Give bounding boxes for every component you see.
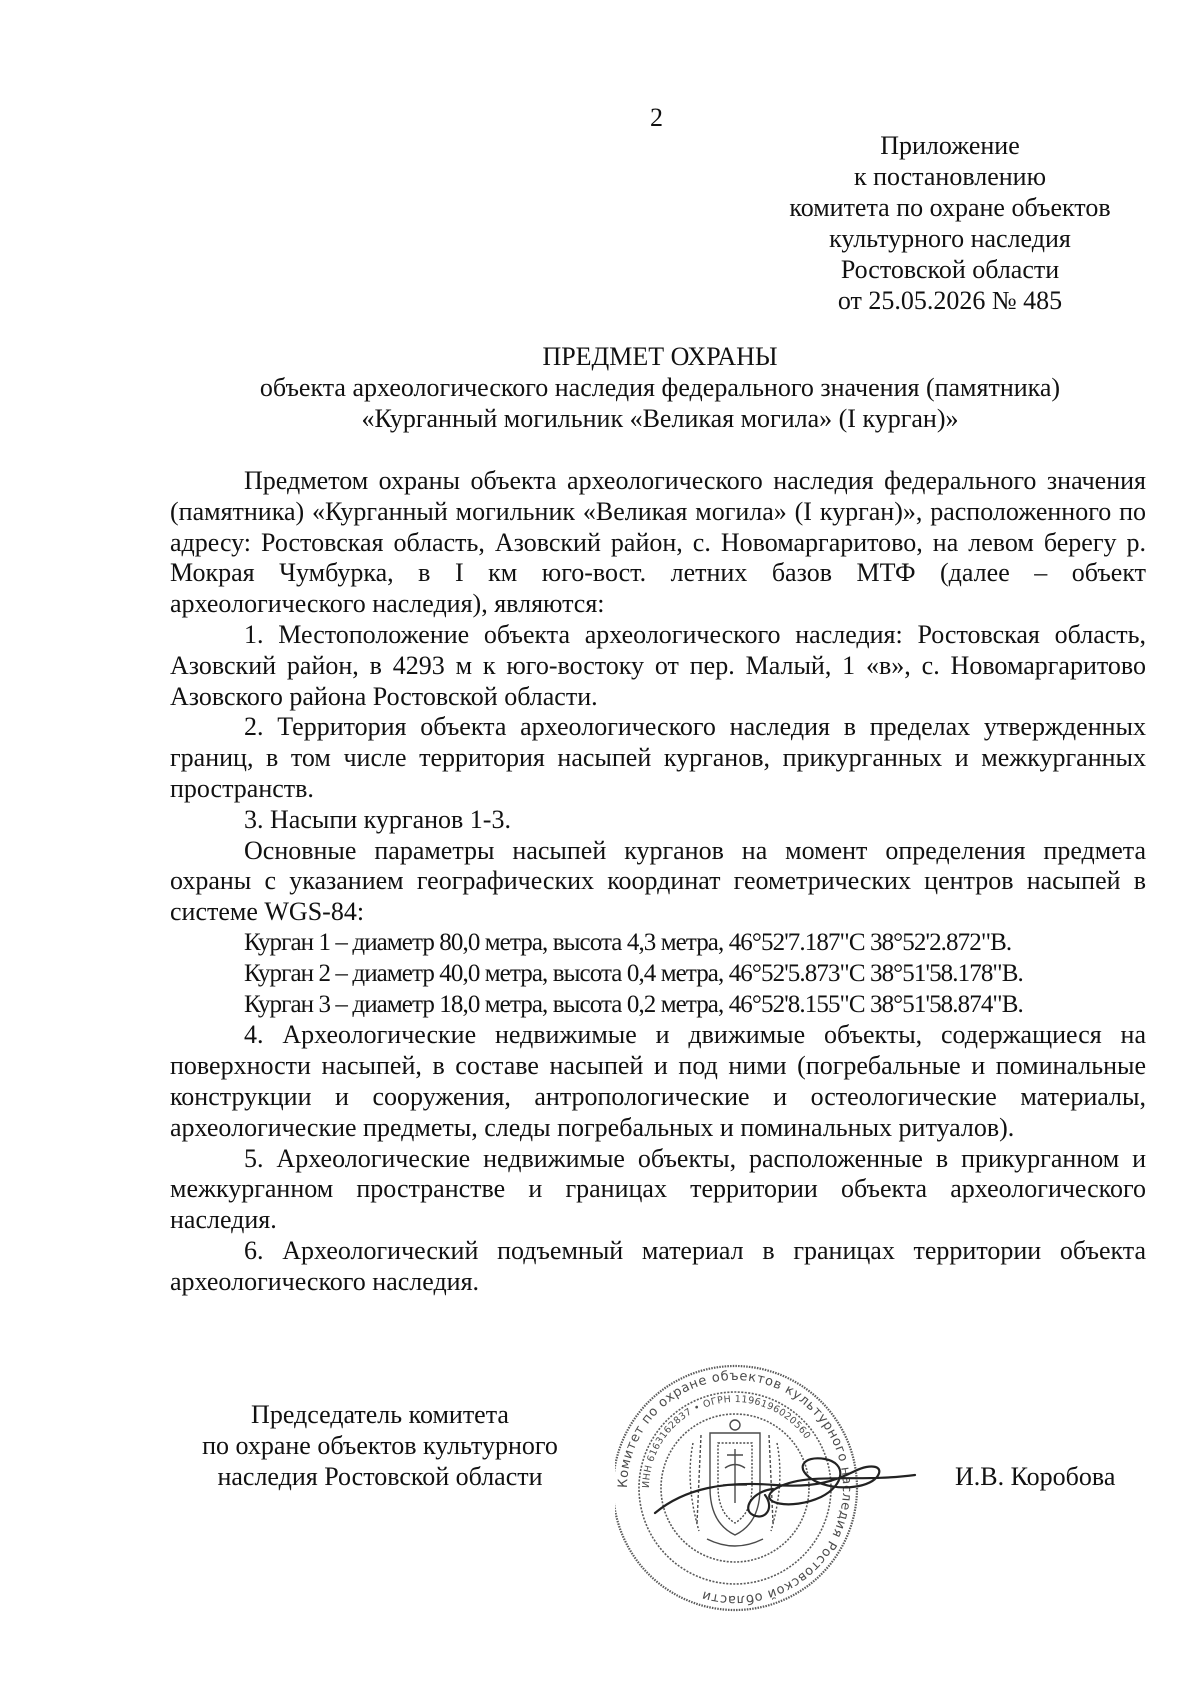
kurgan-2-line: Курган 2 – диаметр 40,0 метра, высота 0,4 метра, 46°52'5.873"С 38°51'58.178"В. xyxy=(244,959,1023,987)
appendix-line: комитета по охране объектов xyxy=(789,193,1111,222)
document-subtitle-line2: «Курганный могильник «Великая могила» (I курган)» xyxy=(361,404,959,433)
document-subtitle-line1: объекта археологического наследия федерального значения (памятника) xyxy=(259,373,1061,402)
appendix-line: культурного наследия xyxy=(829,224,1071,253)
kurgan-3-line: Курган 3 – диаметр 18,0 метра, высота 0,2 метра, 46°52'8.155"С 38°51'58.874"В. xyxy=(244,990,1023,1018)
appendix-date-number: от 25.05.2026 № 485 xyxy=(837,286,1063,315)
signatory-position-line: по охране объектов культурного xyxy=(202,1431,558,1460)
signatory-position-line: наследия Ростовской области xyxy=(217,1462,543,1491)
appendix-block xyxy=(740,130,1160,316)
seal-outer-text: Комитет по охране объектов культурного наследия Ростовской области xyxy=(615,1368,855,1608)
item-2-paragraph: 2. Территория объекта археологического наследия в пределах утвержденных границ, в том числе территория насыпей курганов, прикурганных и межкурганных пространств. xyxy=(170,712,1146,803)
coat-of-arms-emblem xyxy=(690,1420,780,1546)
item-4-paragraph: 4. Археологические недвижимые и движимые объекты, содержащиеся на поверхности насыпей, в составе насыпей и под ними (погребальные и поминальные конструкции и сооружения, антропологические и остеологические материалы, археологические предметы, следы погребальных и поминальных ритуалов). xyxy=(170,1020,1146,1142)
seal-inner-text: ИНН 6163162837 • ОГРН 1196196020560 xyxy=(640,1393,813,1489)
item-1-paragraph: 1. Местоположение объекта археологического наследия: Ростовская область, Азовский район, в 4293 м к юго-востоку от пер. Малый, 1 «в», с. Новомаргаритово Азовского района Ростовской области. xyxy=(170,619,1146,711)
signatory-name: И.В. Коробова xyxy=(955,1462,1116,1491)
item-3-paragraph: 3. Насыпи курганов 1-3. xyxy=(244,804,511,834)
parameters-paragraph: Основные параметры насыпей курганов на момент определения предмета охраны с указанием географических координат геометрических центров насыпей в системе WGS-84: xyxy=(170,835,1146,927)
signatory-position xyxy=(170,1399,590,1492)
appendix-line: Приложение xyxy=(880,131,1020,160)
intro-paragraph: Предметом охраны объекта археологического наследия федерального значения (памятника) «Курганный могильник «Великая могила» (I курган)», расположенного по адресу: Ростовская область, Азовский район, с. Новомаргаритово, на левом берегу р. Мокрая Чумбурка, в I км юго-вост. летних базов МТФ (далее – объект археологического наследия), являются: xyxy=(170,466,1146,619)
appendix-line: к постановлению xyxy=(853,162,1047,191)
appendix-line: Ростовской области xyxy=(840,255,1060,284)
page-number: 2 xyxy=(650,103,663,132)
seal-graphic xyxy=(615,1363,965,1613)
signatory-position-line: Председатель комитета xyxy=(251,1400,509,1429)
document-body xyxy=(170,466,1146,1298)
official-seal-with-signature xyxy=(615,1363,965,1613)
document-heading xyxy=(150,341,1170,434)
kurgan-1-line: Курган 1 – диаметр 80,0 метра, высота 4,3 метра, 46°52'7.187"С 38°52'2.872"В. xyxy=(244,928,1012,956)
item-6-paragraph: 6. Археологический подъемный материал в границах территории объекта археологического наследия. xyxy=(170,1235,1146,1296)
item-5-paragraph: 5. Археологические недвижимые объекты, расположенные в прикурганном и межкурганном пространстве и границах территории объекта археологического наследия. xyxy=(170,1143,1146,1235)
document-title: ПРЕДМЕТ ОХРАНЫ xyxy=(542,342,778,371)
